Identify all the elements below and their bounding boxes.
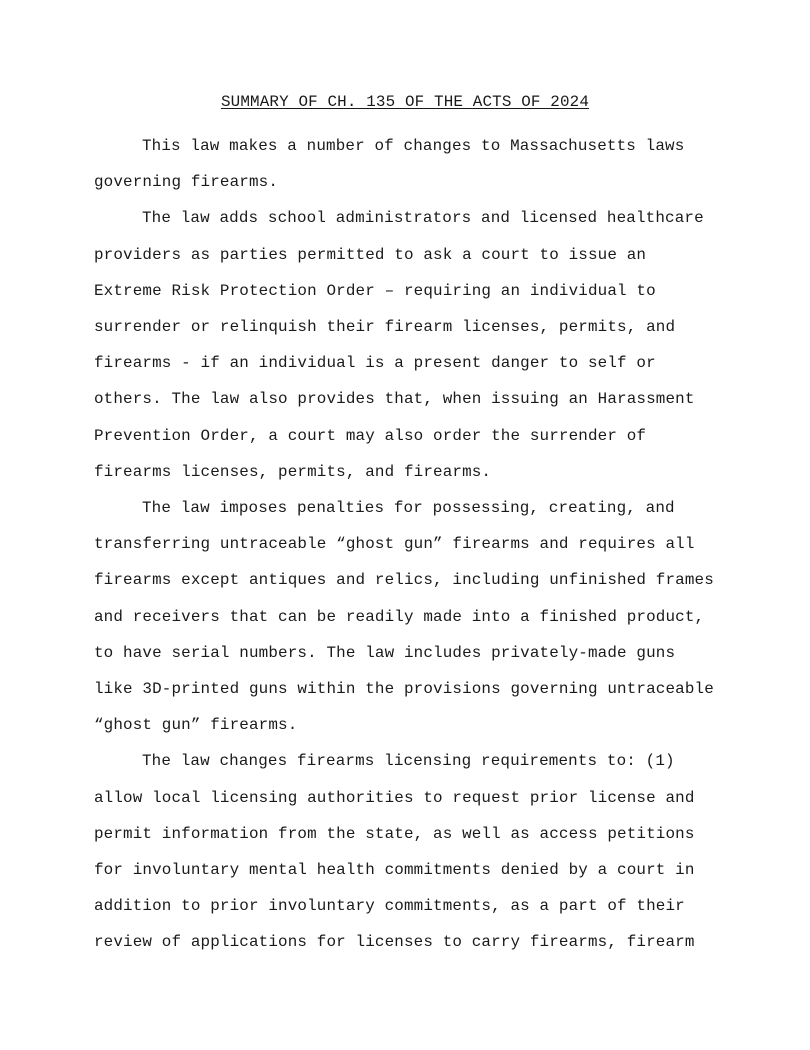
paragraph-line: The law changes firearms licensing requirements to: (1): [142, 752, 675, 771]
paragraph-line: addition to prior involuntary commitments, as a part of their: [94, 897, 685, 916]
paragraph-line: for involuntary mental health commitments denied by a court in: [94, 861, 695, 880]
paragraph-line: providers as parties permitted to ask a court to issue an: [94, 245, 647, 264]
paragraph-line: firearms - if an individual is a present danger to self or: [94, 354, 656, 373]
paragraph-line: and receivers that can be readily made into a finished product,: [94, 607, 705, 626]
paragraph-line: Prevention Order, a court may also order the surrender of: [94, 426, 647, 445]
paragraph-line: others. The law also provides that, when issuing an Harassment: [94, 390, 695, 409]
paragraph-line: permit information from the state, as well as access petitions: [94, 824, 695, 843]
paragraph-line: governing firearms.: [94, 173, 279, 192]
paragraph-line: transferring untraceable “ghost gun” firearms and requires all: [94, 535, 695, 554]
paragraph-line: The law imposes penalties for possessing, creating, and: [142, 499, 675, 518]
paragraph-extreme-risk: [94, 200, 734, 490]
paragraph-line: review of applications for licenses to carry firearms, firearm: [94, 933, 695, 952]
paragraph-line: firearms except antiques and relics, including unfinished frames: [94, 571, 714, 590]
paragraph-line: firearms licenses, permits, and firearms.: [94, 462, 492, 481]
paragraph-line: like 3D-printed guns within the provisions governing untraceable: [94, 680, 714, 699]
paragraph-line: to have serial numbers. The law includes privately-made guns: [94, 643, 676, 662]
document-title: SUMMARY OF CH. 135 OF THE ACTS OF 2024: [220, 93, 590, 111]
paragraph-line: allow local licensing authorities to request prior license and: [94, 788, 695, 807]
document-body: [94, 128, 734, 961]
paragraph-line: surrender or relinquish their firearm licenses, permits, and: [94, 318, 676, 337]
paragraph-licensing: [94, 743, 734, 960]
paragraph-line: “ghost gun” firearms.: [94, 716, 298, 735]
paragraph-intro: [94, 128, 734, 200]
paragraph-ghost-guns: [94, 490, 734, 743]
paragraph-line: This law makes a number of changes to Massachusetts laws: [142, 137, 685, 155]
paragraph-line: Extreme Risk Protection Order – requiring an individual to: [94, 281, 656, 300]
paragraph-line: The law adds school administrators and licensed healthcare: [142, 209, 704, 228]
